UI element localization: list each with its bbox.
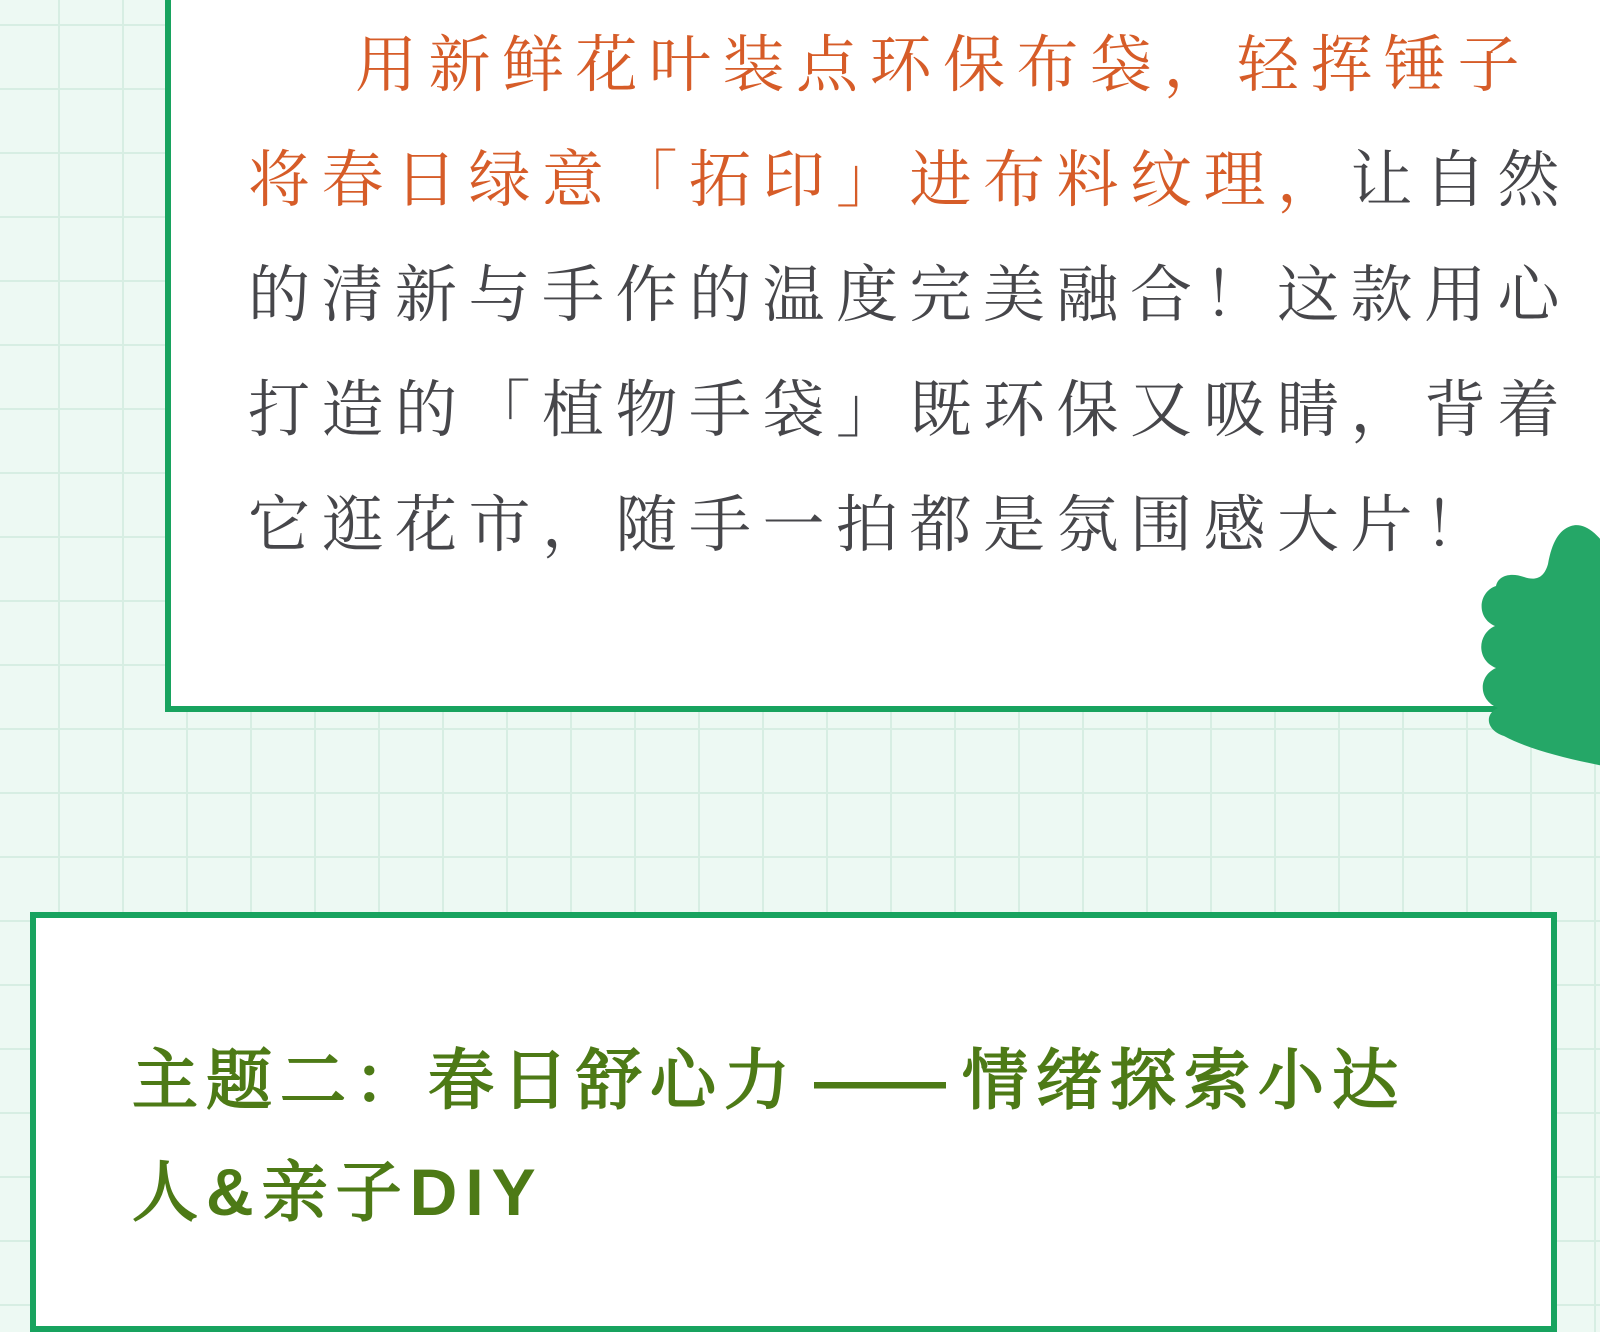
text-line <box>132 1136 1531 1248</box>
text-segment: 打造的「植物手袋」既环保又吸睛，背着 <box>248 376 1572 445</box>
intro-paragraph <box>171 0 1600 583</box>
text-segment: 的清新与手作的温度完美融合！这款用心 <box>248 261 1572 330</box>
text-segment: 将春日绿意「拓印」进布料纹理， <box>248 146 1351 215</box>
text-segment: 主题二：春日舒心力 <box>132 1043 798 1117</box>
text-line <box>132 1024 1531 1136</box>
text-segment: 人&亲子DIY <box>132 1155 544 1229</box>
section-heading <box>36 918 1551 1248</box>
text-line <box>248 353 1600 468</box>
section-card <box>30 912 1557 1332</box>
text-segment: 情绪探索小达 <box>962 1043 1406 1117</box>
text-segment: —— <box>814 1043 946 1117</box>
intro-card <box>165 0 1600 712</box>
text-segment: 用新鲜花叶装点环保布袋，轻挥锤子 <box>355 31 1532 100</box>
thumbs-up-icon <box>1468 524 1600 774</box>
text-line <box>248 468 1600 583</box>
text-segment: 它逛花市，随手一拍都是氛围感大片！ <box>248 491 1498 560</box>
text-segment: 让自然 <box>1350 146 1572 215</box>
thumbs-up-icon-svg <box>1468 524 1600 774</box>
text-line <box>248 238 1600 353</box>
text-line <box>248 123 1600 238</box>
text-line <box>248 8 1600 123</box>
